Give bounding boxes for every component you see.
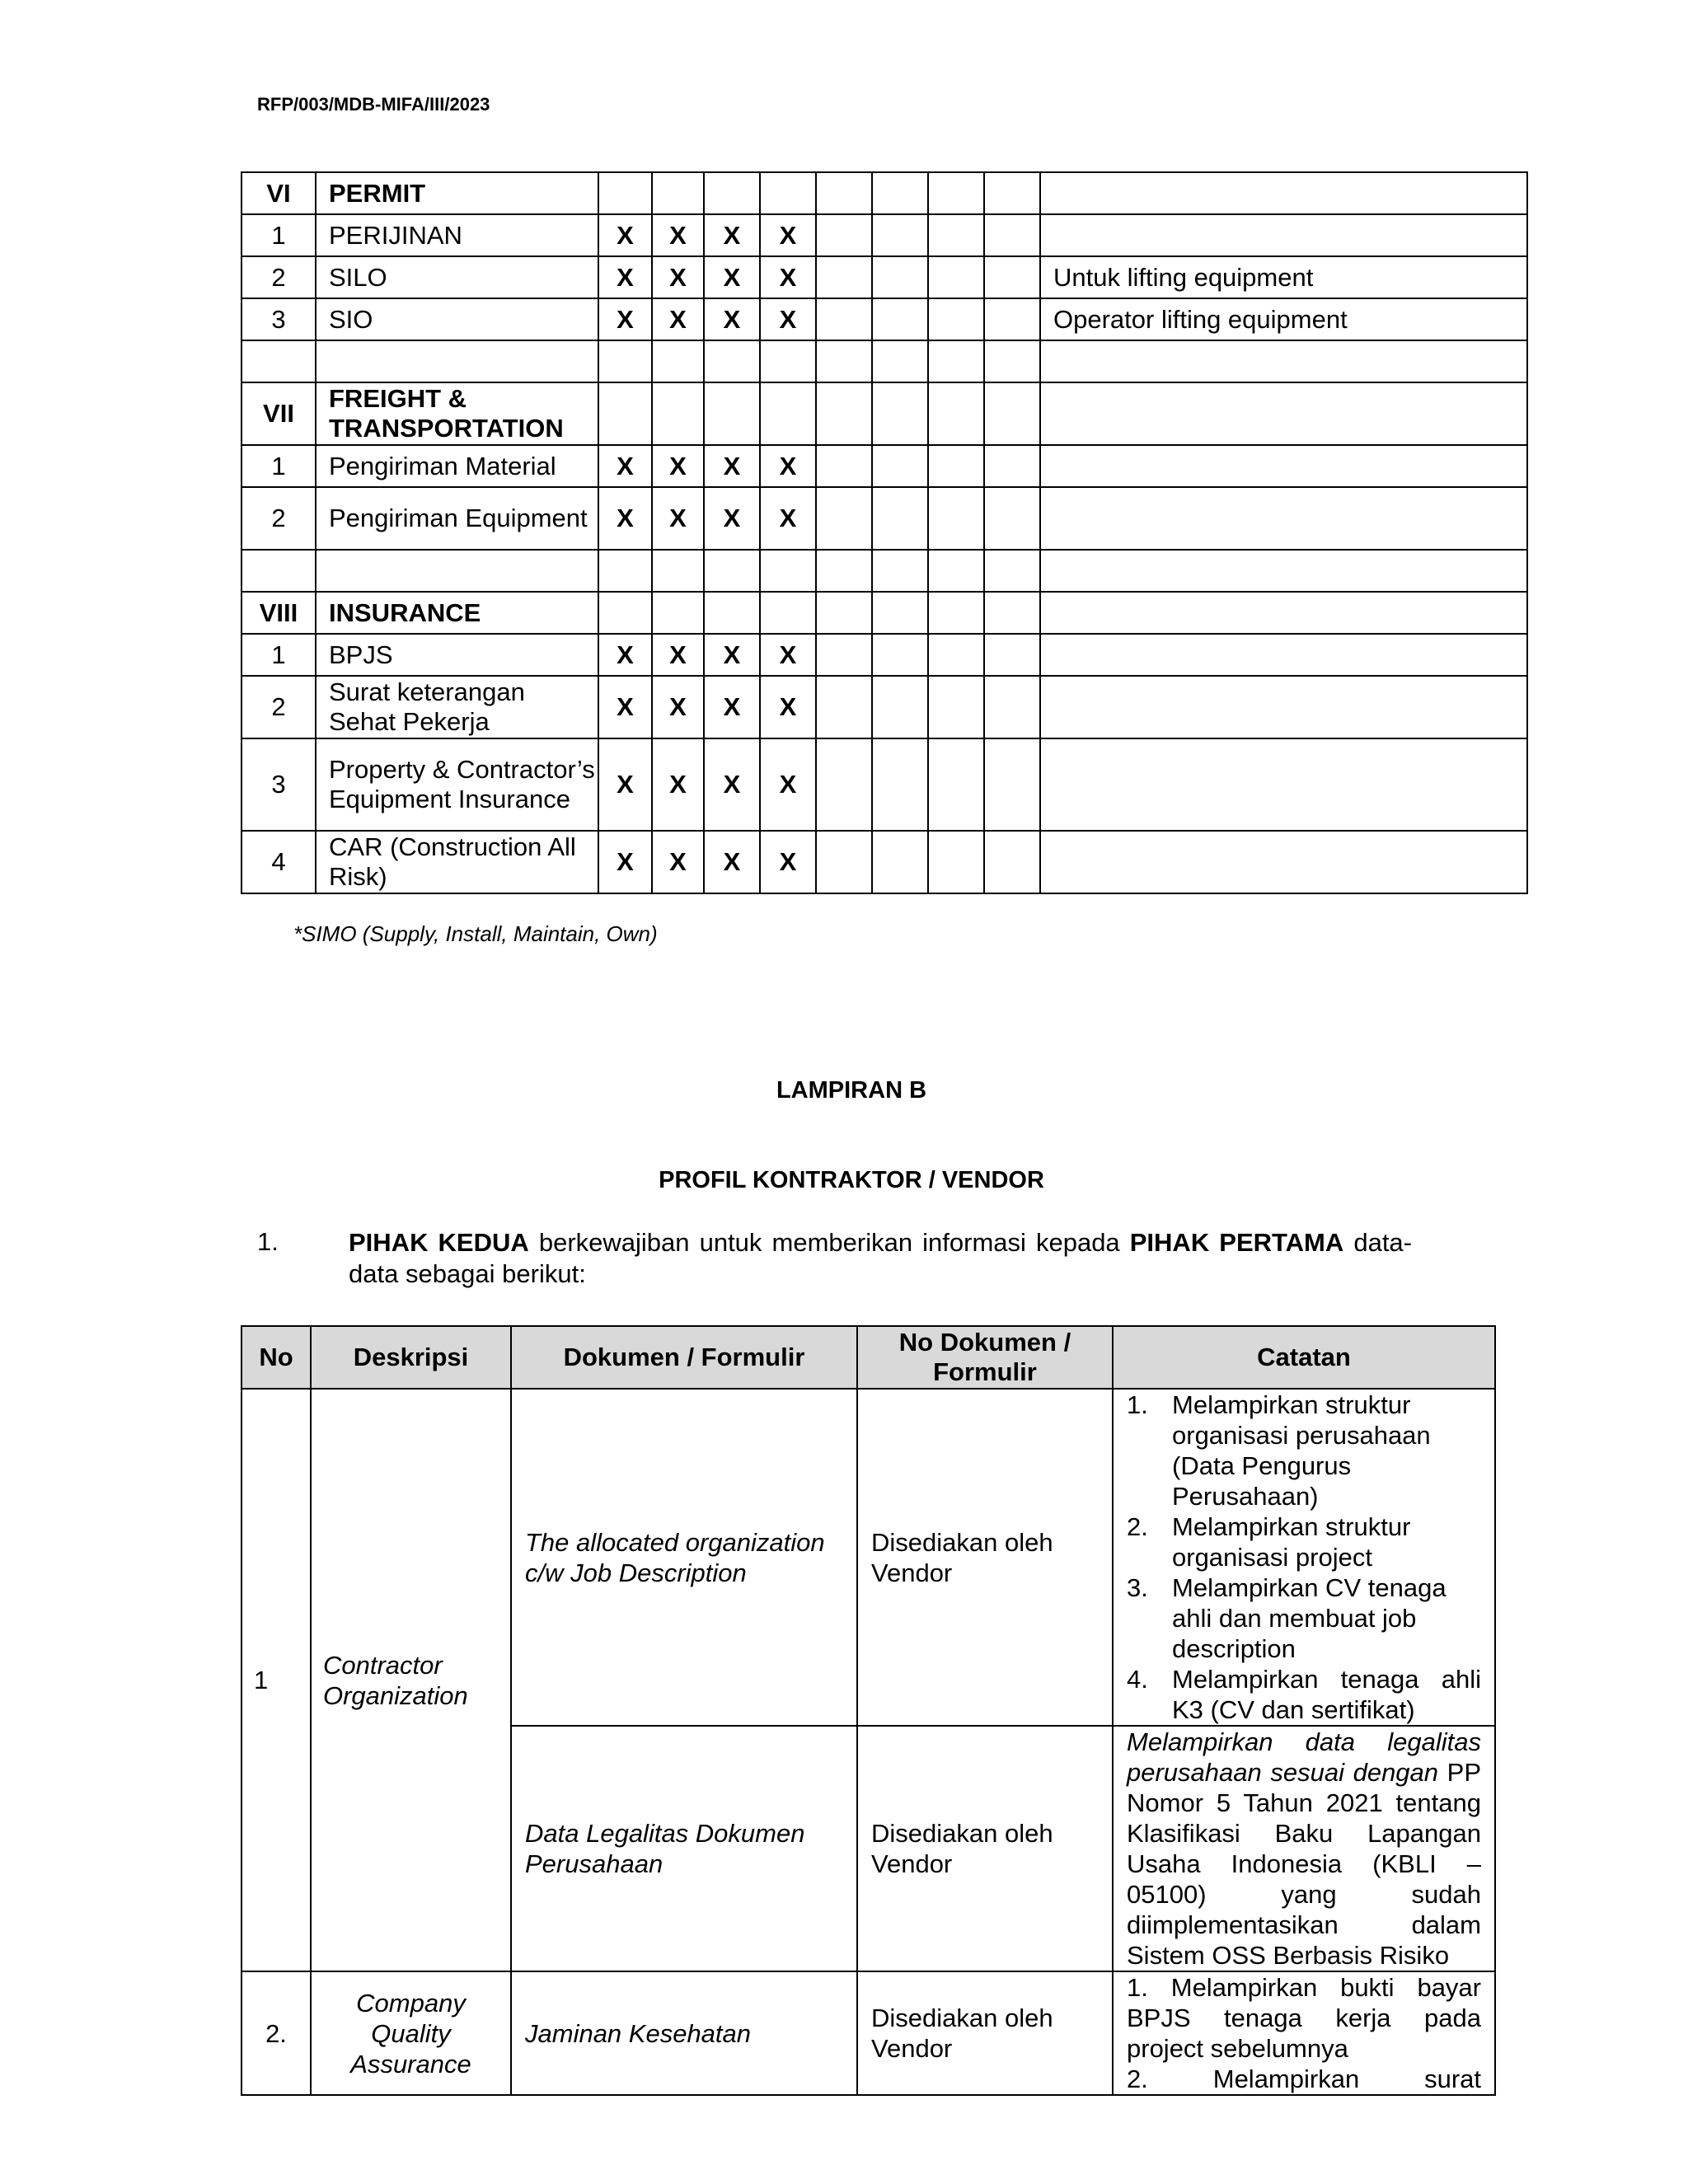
mark-cell: X xyxy=(598,214,652,256)
mark-cell xyxy=(760,172,816,214)
mark-cell xyxy=(704,172,760,214)
mark-cell: X xyxy=(704,676,760,738)
mark-cell xyxy=(704,592,760,634)
note-text: Melampirkan struktur organisasi perusahaan (Data Pengurus Perusahaan) xyxy=(1172,1390,1431,1511)
row-number: 1 xyxy=(241,634,316,676)
header-notes: Catatan xyxy=(1113,1326,1495,1389)
row-note xyxy=(1040,172,1527,214)
mark-cell xyxy=(652,172,704,214)
mark-cell xyxy=(704,550,760,592)
row-number: 3 xyxy=(241,298,316,340)
row-description: BPJS xyxy=(316,634,598,676)
row-number: 2 xyxy=(241,487,316,550)
note-text: Melampirkan struktur organisasi project xyxy=(1172,1512,1411,1572)
simo-footnote: *SIMO (Supply, Install, Maintain, Own) xyxy=(293,921,658,946)
mark-cell xyxy=(872,214,928,256)
mark-cell xyxy=(872,382,928,445)
mark-cell xyxy=(928,592,984,634)
mark-cell xyxy=(984,172,1040,214)
notes-list xyxy=(1127,1390,1481,1725)
mark-cell xyxy=(928,831,984,893)
mark-cell: X xyxy=(704,634,760,676)
row-description: Pengiriman Material xyxy=(316,445,598,487)
notes-cell xyxy=(1113,1389,1495,1726)
mark-cell xyxy=(928,487,984,550)
mark-cell: X xyxy=(598,487,652,550)
mark-cell xyxy=(816,298,872,340)
mark-cell: X xyxy=(704,487,760,550)
mark-cell: X xyxy=(652,445,704,487)
mark-cell: X xyxy=(598,831,652,893)
mark-cell xyxy=(928,340,984,382)
table-row xyxy=(241,487,1527,550)
row-number: 1 xyxy=(241,214,316,256)
party-two: PIHAK KEDUA xyxy=(349,1228,529,1257)
note-number: 3. xyxy=(1127,1573,1148,1602)
row-note xyxy=(1040,340,1527,382)
mark-cell xyxy=(984,298,1040,340)
mark-cell xyxy=(928,550,984,592)
mark-cell xyxy=(928,172,984,214)
table-row xyxy=(241,1389,1495,1726)
notes-text: PP Nomor 5 Tahun 2021 tentang Klasifikasi Baku Lapangan Usaha Indonesia (KBLI – 05100) yang sudah diimplementasikan dalam Sistem OSS Berbasis Risiko xyxy=(1127,1758,1481,1970)
row-note: Operator lifting equipment xyxy=(1040,298,1527,340)
mark-cell xyxy=(872,340,928,382)
row-description xyxy=(316,550,598,592)
mark-cell xyxy=(984,831,1040,893)
document-number: Disediakan oleh Vendor xyxy=(857,1389,1113,1726)
intro-mid: berkewajiban untuk memberikan informasi kepada xyxy=(528,1228,1130,1257)
intro-number: 1. xyxy=(257,1227,279,1256)
mark-cell xyxy=(816,487,872,550)
mark-cell: X xyxy=(598,676,652,738)
intro-end: data-data sebagai berikut: xyxy=(349,1228,1413,1288)
row-number: 2 xyxy=(241,256,316,298)
row-note xyxy=(1040,214,1527,256)
mark-cell: X xyxy=(760,831,816,893)
mark-cell xyxy=(872,738,928,831)
note-item xyxy=(1127,1664,1481,1725)
row-description xyxy=(316,340,598,382)
vendor-header-row xyxy=(241,1326,1495,1389)
mark-cell xyxy=(704,340,760,382)
row-number xyxy=(241,340,316,382)
row-note xyxy=(1040,550,1527,592)
mark-cell xyxy=(816,445,872,487)
note-text: Melampirkan CV tenaga ahli dan membuat job description xyxy=(1172,1573,1447,1663)
row-description: Pengiriman Equipment xyxy=(316,487,598,550)
mark-cell xyxy=(984,592,1040,634)
mark-cell xyxy=(816,340,872,382)
mark-cell xyxy=(816,831,872,893)
mark-cell xyxy=(652,382,704,445)
document-number: Disediakan oleh Vendor xyxy=(857,1971,1113,2095)
row-number: VII xyxy=(241,382,316,445)
table-row xyxy=(241,256,1527,298)
row-note xyxy=(1040,382,1527,445)
row-note xyxy=(1040,676,1527,738)
mark-cell: X xyxy=(652,676,704,738)
responsibility-matrix-table xyxy=(241,171,1528,894)
header-document: Dokumen / Formulir xyxy=(511,1326,857,1389)
mark-cell: X xyxy=(760,256,816,298)
mark-cell xyxy=(984,676,1040,738)
mark-cell xyxy=(872,550,928,592)
mark-cell xyxy=(760,340,816,382)
row-note xyxy=(1040,634,1527,676)
mark-cell xyxy=(872,676,928,738)
mark-cell xyxy=(872,445,928,487)
mark-cell: X xyxy=(704,214,760,256)
row-number: 3 xyxy=(241,738,316,831)
mark-cell xyxy=(928,214,984,256)
mark-cell xyxy=(928,256,984,298)
mark-cell: X xyxy=(704,738,760,831)
mark-cell xyxy=(928,738,984,831)
mark-cell xyxy=(928,298,984,340)
mark-cell xyxy=(872,831,928,893)
row-description: PERMIT xyxy=(316,172,598,214)
mark-cell: X xyxy=(704,298,760,340)
mark-cell: X xyxy=(652,487,704,550)
mark-cell: X xyxy=(760,738,816,831)
mark-cell xyxy=(652,592,704,634)
mark-cell xyxy=(984,487,1040,550)
mark-cell: X xyxy=(760,445,816,487)
party-one: PIHAK PERTAMA xyxy=(1129,1228,1344,1257)
mark-cell: X xyxy=(652,831,704,893)
mark-cell: X xyxy=(760,676,816,738)
mark-cell xyxy=(816,738,872,831)
document-name: The allocated organization c/w Job Description xyxy=(511,1389,857,1726)
mark-cell xyxy=(984,738,1040,831)
row-description: Property & Contractor’s Equipment Insurance xyxy=(316,738,598,831)
header-description: Deskripsi xyxy=(311,1326,511,1389)
mark-cell xyxy=(652,550,704,592)
mark-cell xyxy=(598,382,652,445)
mark-cell xyxy=(816,676,872,738)
mark-cell xyxy=(704,382,760,445)
mark-cell xyxy=(816,634,872,676)
mark-cell xyxy=(760,592,816,634)
row-note xyxy=(1040,445,1527,487)
note-line: 1. Melampirkan bukti bayar BPJS tenaga kerja pada project sebelumnya xyxy=(1127,1973,1481,2063)
row-number: 4 xyxy=(241,831,316,893)
section-row xyxy=(241,382,1527,445)
mark-cell: X xyxy=(598,634,652,676)
mark-cell xyxy=(816,172,872,214)
row-description: Surat keterangan Sehat Pekerja xyxy=(316,676,598,738)
row-description: INSURANCE xyxy=(316,592,598,634)
mark-cell xyxy=(816,550,872,592)
note-item xyxy=(1127,1572,1481,1664)
mark-cell xyxy=(928,634,984,676)
row-note xyxy=(1040,592,1527,634)
table-row xyxy=(241,634,1527,676)
mark-cell xyxy=(984,445,1040,487)
row-description: FREIGHT & TRANSPORTATION xyxy=(316,382,598,445)
note-line: 2. Melampirkan surat xyxy=(1127,2064,1481,2093)
header-document-number: No Dokumen / Formulir xyxy=(857,1326,1113,1389)
mark-cell xyxy=(872,592,928,634)
section-row xyxy=(241,172,1527,214)
mark-cell: X xyxy=(704,831,760,893)
notes-cell xyxy=(1113,1726,1495,1971)
mark-cell xyxy=(872,634,928,676)
mark-cell xyxy=(816,592,872,634)
mark-cell xyxy=(598,172,652,214)
table-row xyxy=(241,445,1527,487)
table-row xyxy=(241,1971,1495,2095)
mark-cell: X xyxy=(652,738,704,831)
mark-cell xyxy=(872,487,928,550)
row-description: CAR (Construction All Risk) xyxy=(316,831,598,893)
mark-cell xyxy=(984,382,1040,445)
row-number: VIII xyxy=(241,592,316,634)
note-item xyxy=(1127,1511,1481,1572)
mark-cell: X xyxy=(598,738,652,831)
mark-cell: X xyxy=(598,445,652,487)
spacer-row xyxy=(241,550,1527,592)
table-row xyxy=(241,831,1527,893)
mark-cell: X xyxy=(704,445,760,487)
mark-cell: X xyxy=(760,487,816,550)
mark-cell: X xyxy=(598,256,652,298)
row-number: 2 xyxy=(241,676,316,738)
note-text: Melampirkan tenaga ahli K3 (CV dan sertifikat) xyxy=(1172,1665,1481,1724)
mark-cell xyxy=(872,298,928,340)
table-row xyxy=(241,738,1527,831)
mark-cell xyxy=(652,340,704,382)
row-description: SIO xyxy=(316,298,598,340)
note-number: 1. xyxy=(1127,1390,1148,1419)
mark-cell: X xyxy=(652,298,704,340)
mark-cell: X xyxy=(652,256,704,298)
header-no: No xyxy=(241,1326,311,1389)
document-code: RFP/003/MDB-MIFA/III/2023 xyxy=(257,94,490,115)
table-row xyxy=(241,214,1527,256)
mark-cell xyxy=(872,172,928,214)
mark-cell xyxy=(984,634,1040,676)
document-name: Data Legalitas Dokumen Perusahaan xyxy=(511,1726,857,1971)
mark-cell xyxy=(984,550,1040,592)
note-number: 2. xyxy=(1127,1512,1148,1541)
row-description: Company Quality Assurance xyxy=(311,1971,511,2095)
vendor-profile-table xyxy=(241,1325,1496,2096)
mark-cell xyxy=(760,382,816,445)
note-number: 4. xyxy=(1127,1665,1148,1694)
mark-cell: X xyxy=(704,256,760,298)
mark-cell xyxy=(984,256,1040,298)
row-number: 2. xyxy=(241,1971,311,2095)
mark-cell: X xyxy=(598,298,652,340)
row-description: SILO xyxy=(316,256,598,298)
row-number xyxy=(241,550,316,592)
mark-cell xyxy=(816,256,872,298)
notes-cell xyxy=(1113,1971,1495,2095)
mark-cell xyxy=(928,676,984,738)
row-note xyxy=(1040,738,1527,831)
section-row xyxy=(241,592,1527,634)
mark-cell: X xyxy=(760,634,816,676)
row-description: PERIJINAN xyxy=(316,214,598,256)
row-description: Contractor Organization xyxy=(311,1389,511,1971)
table-row xyxy=(241,676,1527,738)
row-note xyxy=(1040,487,1527,550)
mark-cell xyxy=(872,256,928,298)
appendix-title: LAMPIRAN B xyxy=(776,1077,927,1104)
table-row xyxy=(241,298,1527,340)
mark-cell xyxy=(984,214,1040,256)
appendix-subtitle: PROFIL KONTRAKTOR / VENDOR xyxy=(659,1167,1044,1193)
mark-cell xyxy=(816,214,872,256)
mark-cell: X xyxy=(760,214,816,256)
row-note xyxy=(1040,831,1527,893)
row-number: VI xyxy=(241,172,316,214)
document-number: Disediakan oleh Vendor xyxy=(857,1726,1113,1971)
document-name: Jaminan Kesehatan xyxy=(511,1971,857,2095)
mark-cell: X xyxy=(652,214,704,256)
mark-cell xyxy=(760,550,816,592)
mark-cell xyxy=(984,340,1040,382)
row-note: Untuk lifting equipment xyxy=(1040,256,1527,298)
mark-cell xyxy=(598,340,652,382)
row-number: 1 xyxy=(241,445,316,487)
mark-cell: X xyxy=(760,298,816,340)
note-item xyxy=(1127,1390,1481,1511)
mark-cell xyxy=(598,550,652,592)
mark-cell xyxy=(928,382,984,445)
mark-cell: X xyxy=(652,634,704,676)
row-number: 1 xyxy=(241,1389,311,1971)
notes-italic: Melampirkan data legalitas perusahaan sesuai dengan xyxy=(1127,1727,1481,1787)
mark-cell xyxy=(598,592,652,634)
mark-cell xyxy=(928,445,984,487)
intro-paragraph xyxy=(349,1227,1412,1290)
mark-cell xyxy=(816,382,872,445)
spacer-row xyxy=(241,340,1527,382)
